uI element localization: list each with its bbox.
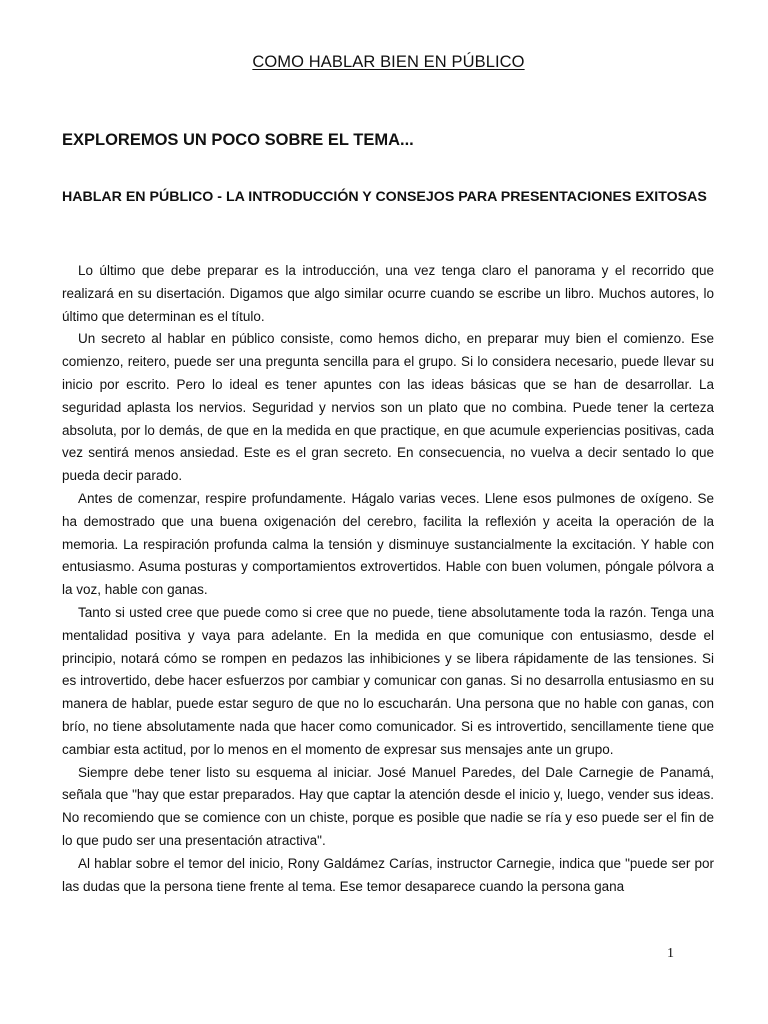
paragraph: Siempre debe tener listo su esquema al iniciar. José Manuel Paredes, del Dale Carnegie de Panamá, señala que "hay que estar preparados. Hay que captar la atención desde el inicio y, luego, vender sus ideas. No recomiendo que se comience con un chiste, porque es posible que nadie se ría y eso puede ser el fin de lo que pudo ser una presentación atractiva". bbox=[62, 764, 714, 848]
paragraph: Tanto si usted cree que puede como si cree que no puede, tiene absolutamente toda la razón. Tenga una mentalidad positiva y vaya para adelante. En la medida en que comunique con entusiasmo, desde el principio, notará cómo se rompen en pedazos las inhibiciones y se libera rápidamente de las tensiones. Si es introvertido, debe hacer esfuerzos por cambiar y comunicar con ganas. Si no desarrolla entusiasmo en su manera de hablar, puede estar seguro de que no lo escucharán. Una persona que no hable con ganas, con brío, no tiene absolutamente nada que hacer como comunicador. Si es introvertido, sencillamente tiene que cambiar esta actitud, por lo menos en el momento de expresar sus mensajes ante un grupo. bbox=[62, 604, 714, 757]
page-number: 1 bbox=[667, 946, 674, 961]
sub-heading: HABLAR EN PÚBLICO - LA INTRODUCCIÓN Y CONSEJOS PARA PRESENTACIONES EXITOSAS bbox=[62, 189, 707, 205]
section-heading: EXPLOREMOS UN POCO SOBRE EL TEMA... bbox=[62, 131, 414, 149]
document-title: COMO HABLAR BIEN EN PÚBLICO bbox=[252, 53, 525, 71]
paragraph: Lo último que debe preparar es la introducción, una vez tenga claro el panorama y el recorrido que realizará en su disertación. Digamos que algo similar ocurre cuando se escribe un libro. Muchos autores, lo último que determinan es el título. bbox=[62, 263, 714, 324]
body-text bbox=[62, 260, 714, 898]
paragraph: Al hablar sobre el temor del inicio, Rony Galdámez Carías, instructor Carnegie, indica que "puede ser por las dudas que la persona tiene frente al tema. Ese temor desaparece cuando la persona gana bbox=[62, 855, 714, 894]
paragraph: Antes de comenzar, respire profundamente. Hágalo varias veces. Llene esos pulmones de oxígeno. Se ha demostrado que una buena oxigenación del cerebro, facilita la reflexión y aceita la operación de la memoria. La respiración profunda calma la tensión y disminuye sustancialmente la excitación. Y hable con entusiasmo. Asuma posturas y comportamientos extrovertidos. Hable con buen volumen, póngale pólvora a la voz, hable con ganas. bbox=[62, 490, 714, 598]
paragraph: Un secreto al hablar en público consiste, como hemos dicho, en preparar muy bien el comienzo. Ese comienzo, reitero, puede ser una pregunta sencilla para el grupo. Si lo considera necesario, puede llevar su inicio por escrito. Pero lo ideal es tener apuntes con las ideas básicas que se han de desarrollar. La seguridad aplasta los nervios. Seguridad y nervios son un plato que no combina. Puede tener la certeza absoluta, por lo demás, de que en la medida en que practique, en que acumule experiencias positivas, cada vez sentirá menos ansiedad. Este es el gran secreto. En consecuencia, no vuelva a decir sentado lo que pueda decir parado. bbox=[62, 331, 714, 484]
